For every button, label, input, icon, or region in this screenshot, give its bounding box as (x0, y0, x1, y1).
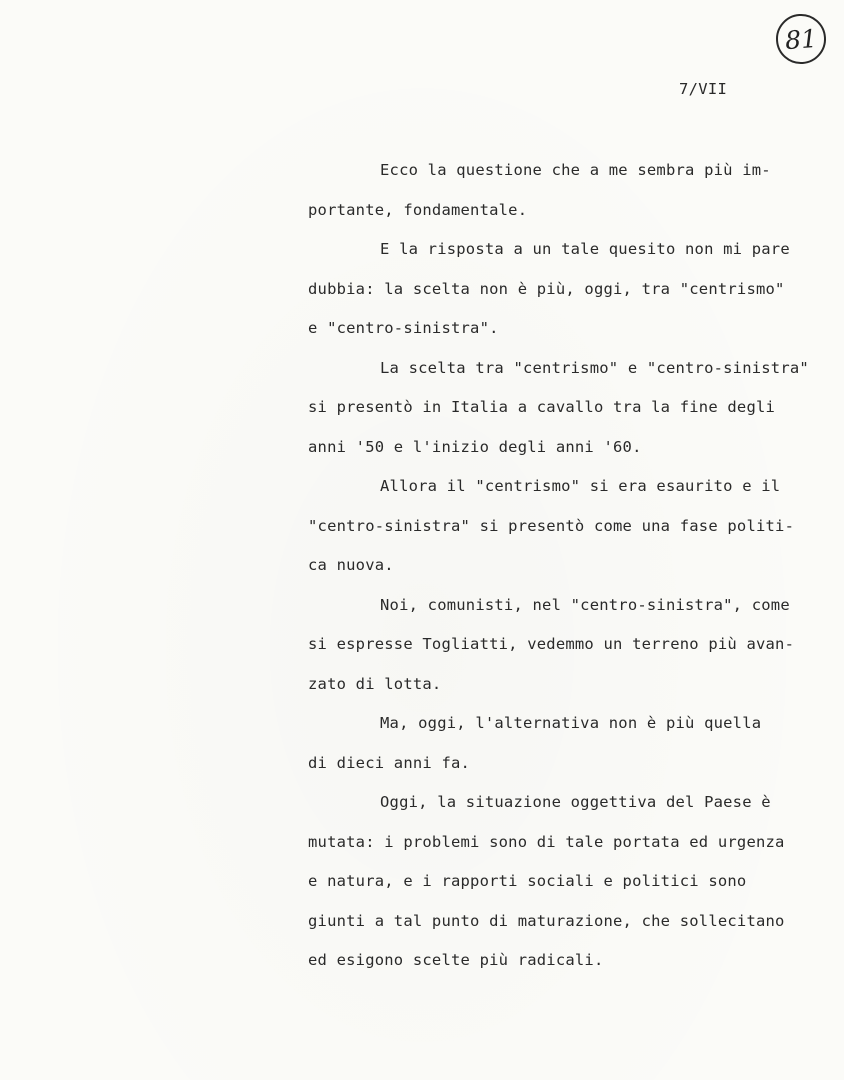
text-line: ca nuova. (308, 556, 394, 574)
paragraph-first-line: Oggi, la situazione oggettiva del Paese è (380, 793, 771, 811)
paragraph-first-line: Allora il "centrismo" si era esaurito e il (380, 477, 781, 495)
text-line: anni '50 e l'inizio degli anni '60. (308, 437, 642, 456)
page-number: 7/VII (679, 80, 728, 98)
text-line: e natura, e i rapporti sociali e politici sono (308, 872, 747, 890)
text-line: e "centro-sinistra". (308, 319, 499, 337)
paragraph-first-line: Noi, comunisti, nel "centro-sinistra", come (380, 595, 790, 614)
text-line: di dieci anni fa. (308, 753, 471, 772)
paragraph-first-line: Ecco la questione che a me sembra più im- (380, 161, 771, 179)
text-line: dubbia: la scelta non è più, oggi, tra "centrismo" (308, 279, 785, 298)
paragraph-first-line: Ma, oggi, l'alternativa non è più quella (380, 714, 762, 732)
paragraph-first-line: La scelta tra "centrismo" e "centro-sinistra" (380, 358, 809, 377)
paragraph-first-line: E la risposta a un tale quesito non mi pare (380, 240, 790, 258)
archive-stamp (774, 12, 827, 65)
text-line: giunti a tal punto di maturazione, che sollecitano (308, 911, 785, 930)
text-line: "centro-sinistra" si presentò come una fase politi- (308, 516, 795, 535)
text-line: mutata: i problemi sono di tale portata ed urgenza (308, 832, 785, 851)
text-line: si presentò in Italia a cavallo tra la fine degli (308, 398, 776, 416)
text-line: portante, fondamentale. (308, 200, 528, 219)
text-line: zato di lotta. (308, 674, 442, 693)
stamp-number: 81 (784, 23, 818, 55)
text-line: ed esigono scelte più radicali. (308, 951, 604, 969)
text-line: si espresse Togliatti, vedemmo un terreno più avan- (308, 635, 795, 653)
